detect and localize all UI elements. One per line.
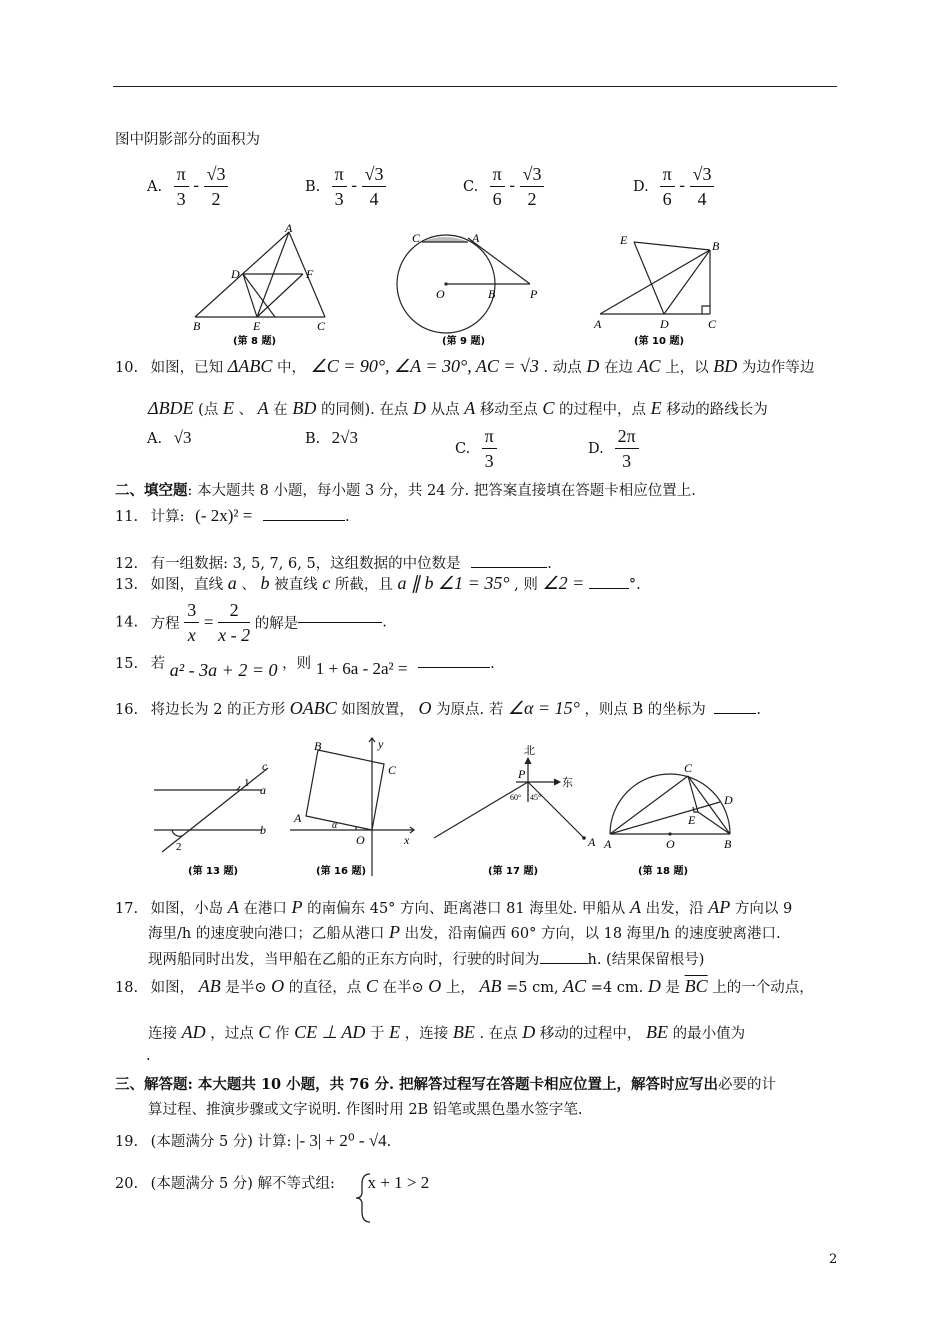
f13-label-b: b <box>260 823 266 837</box>
f16-label-c: C <box>388 763 397 777</box>
f8-label-d: D <box>231 267 240 281</box>
f18-label-e: E <box>688 813 696 827</box>
q13-answer-blank <box>589 588 629 589</box>
q10-option-d: D. $\frac{2\pi}{3}$ <box>588 424 639 473</box>
q13: 13. 如图，直线 a 、 b 被直线 c 所截，且 a ∥ b ∠1 = 35° , 则 ∠2 = °. <box>115 573 641 593</box>
f13-label-a: a <box>260 783 266 797</box>
figure-13 <box>150 752 290 880</box>
q10-option-b: B. 2√3 <box>305 428 358 447</box>
q14: 14. 方程 $\frac{3}{x}$ = $\frac{2}{x - 2}$ 的解是 . <box>115 600 387 645</box>
q12: 12. 有一组数据: 3, 5, 7, 6, 5，这组数据的中位数是 . <box>115 556 552 572</box>
f9-label-o: O <box>436 287 445 301</box>
figure-17 <box>428 742 606 880</box>
f9-label-b: B <box>488 287 496 301</box>
f18-label-o: O <box>666 837 675 851</box>
f8-label-c: C <box>317 319 326 333</box>
f10-label-d: D <box>660 317 669 331</box>
q17-answer-blank <box>540 963 588 964</box>
q16-answer-blank <box>714 713 756 714</box>
q9-tail-text: 图中阴影部分的面积为 <box>115 132 260 148</box>
f17-caption: (第 17 题) <box>488 866 539 877</box>
f17-label-east: 东 <box>562 777 573 789</box>
f13-label-c: c <box>262 759 268 773</box>
f8-label-b: B <box>193 319 201 333</box>
f18-label-d: D <box>724 793 733 807</box>
figure-18 <box>602 752 742 880</box>
f10-label-c: C <box>708 317 717 331</box>
f10-caption: (第 10 题) <box>634 336 685 346</box>
figure-9 <box>390 222 550 346</box>
q12-answer-blank <box>471 567 547 568</box>
f16-label-x: x <box>404 833 410 847</box>
q10-line1: 10. 如图，已知 ΔABC 中， ∠C = 90°, ∠A = 30°, AC = √3 . 动点 D 在边 AC 上，以 BD 为边作等边 <box>115 356 815 376</box>
f8-label-e: E <box>253 319 261 333</box>
q20: 20. (本题满分 5 分) 解不等式组: x + 1 > 2 <box>115 1173 430 1192</box>
q15-answer-blank <box>418 667 490 668</box>
f17-label-45: 45° <box>530 793 542 802</box>
figure-10 <box>588 222 738 346</box>
page-number: 2 <box>829 1252 838 1267</box>
f17-label-60: 60° <box>510 793 522 802</box>
q14-answer-blank <box>298 622 382 623</box>
f10-label-b: B <box>712 239 720 253</box>
f9-label-a: A <box>472 231 480 245</box>
f16-caption: (第 16 题) <box>316 866 367 877</box>
f8-label-a: A <box>285 222 293 235</box>
f13-label-2: 2 <box>176 841 182 853</box>
f16-label-b: B <box>314 739 322 753</box>
system-brace <box>350 1172 380 1224</box>
q17-line2: 海里/h 的速度驶向港口；乙船从港口 P 出发，沿南偏西 60° 方向，以 18 海里/h 的速度驶离港口. <box>148 922 781 942</box>
f8-label-f: F <box>306 267 314 281</box>
f16-label-a: A <box>294 811 302 825</box>
f10-label-e: E <box>620 233 628 247</box>
f16-label-o: O <box>356 833 365 847</box>
f9-label-c: C <box>412 231 421 245</box>
q9-option-a: A. $\frac{\pi}{3}$ - $\frac{√3}{2}$ <box>147 162 228 211</box>
q17-line1: 17. 如图，小岛 A 在港口 P 的南偏东 45° 方向、距离港口 81 海里处. 甲船从 A 出发，沿 AP 方向以 9 <box>115 897 793 917</box>
q9-option-b: B. $\frac{\pi}{3}$ - $\frac{√3}{4}$ <box>305 162 386 211</box>
f16-label-alpha: α <box>332 820 338 831</box>
section2-heading: 二、填空题: 本大题共 8 小题，每小题 3 分，共 24 分. 把答案直接填在答题卡相应位置上. <box>115 482 696 499</box>
f16-label-y: y <box>378 737 384 751</box>
q11-answer-blank <box>263 520 345 521</box>
q16: 16. 将边长为 2 的正方形 OABC 如图放置， O 为原点. 若 ∠α = 15° ，则点 B 的坐标为 . <box>115 698 762 718</box>
f13-caption: (第 13 题) <box>188 866 239 877</box>
f18-caption: (第 18 题) <box>638 866 689 877</box>
q18-line1: 18. 如图， AB 是半⊙ O 的直径，点 C 在半⊙ O 上， AB =5 cm, AC =4 cm. D 是 $\overline{BC}$ 上的一个动点， <box>115 976 814 996</box>
q11: 11. 计算: (- 2x)² = . <box>115 506 350 525</box>
figure-8 <box>185 222 335 346</box>
q15: 15. 若 a² - 3a + 2 = 0 ，则 1 + 6a - 2a² = . <box>115 656 495 680</box>
q9-option-c: C. $\frac{\pi}{6}$ - $\frac{√3}{2}$ <box>463 162 544 211</box>
f18-label-b: B <box>724 837 732 851</box>
q9-option-d: D. $\frac{\pi}{6}$ - $\frac{√3}{4}$ <box>633 162 714 211</box>
f10-label-a: A <box>594 317 602 331</box>
f17-label-a: A <box>588 835 596 849</box>
q18-line2: 连接 AD ，过点 C 作 CE ⊥ AD 于 E ，连接 BE . 在点 D 移动的过程中， BE 的最小值为 <box>148 1022 746 1042</box>
f18-label-a: A <box>604 837 612 851</box>
f13-label-1: 1 <box>244 777 250 789</box>
f9-caption: (第 9 题) <box>442 336 486 346</box>
q10-option-a: A. √3 <box>147 428 192 447</box>
q17-line3: 现两船同时出发，当甲船在乙船的正东方向时，行驶的时间为 h. (结果保留根号) <box>148 952 705 968</box>
q10-option-c: C. $\frac{\pi}{3}$ <box>455 424 497 473</box>
f8-caption: (第 8 题) <box>233 336 277 346</box>
q18-line3: . <box>146 1048 151 1064</box>
section3-line2: 算过程、推演步骤或文字说明. 作图时用 2B 铅笔或黑色墨水签字笔. <box>148 1102 583 1118</box>
f18-label-c: C <box>684 761 693 775</box>
f9-label-p: P <box>530 287 538 301</box>
q19: 19. (本题满分 5 分) 计算: |- 3| + 2⁰ - √4. <box>115 1131 392 1150</box>
section3-heading: 三、解答题: 本大题共 10 小题，共 76 分. 把解答过程写在答题卡相应位置上，解答时应写出必要的计 <box>115 1076 777 1093</box>
f17-label-p: P <box>518 767 526 781</box>
q10-line2: ΔBDE (点 E 、 A 在 BD 的同侧). 在点 D 从点 A 移动至点 C 的过程中，点 E 移动的路线长为 <box>148 398 768 418</box>
figure-16 <box>290 736 420 880</box>
f17-label-north: 北 <box>524 745 535 757</box>
header-rule <box>113 86 837 87</box>
